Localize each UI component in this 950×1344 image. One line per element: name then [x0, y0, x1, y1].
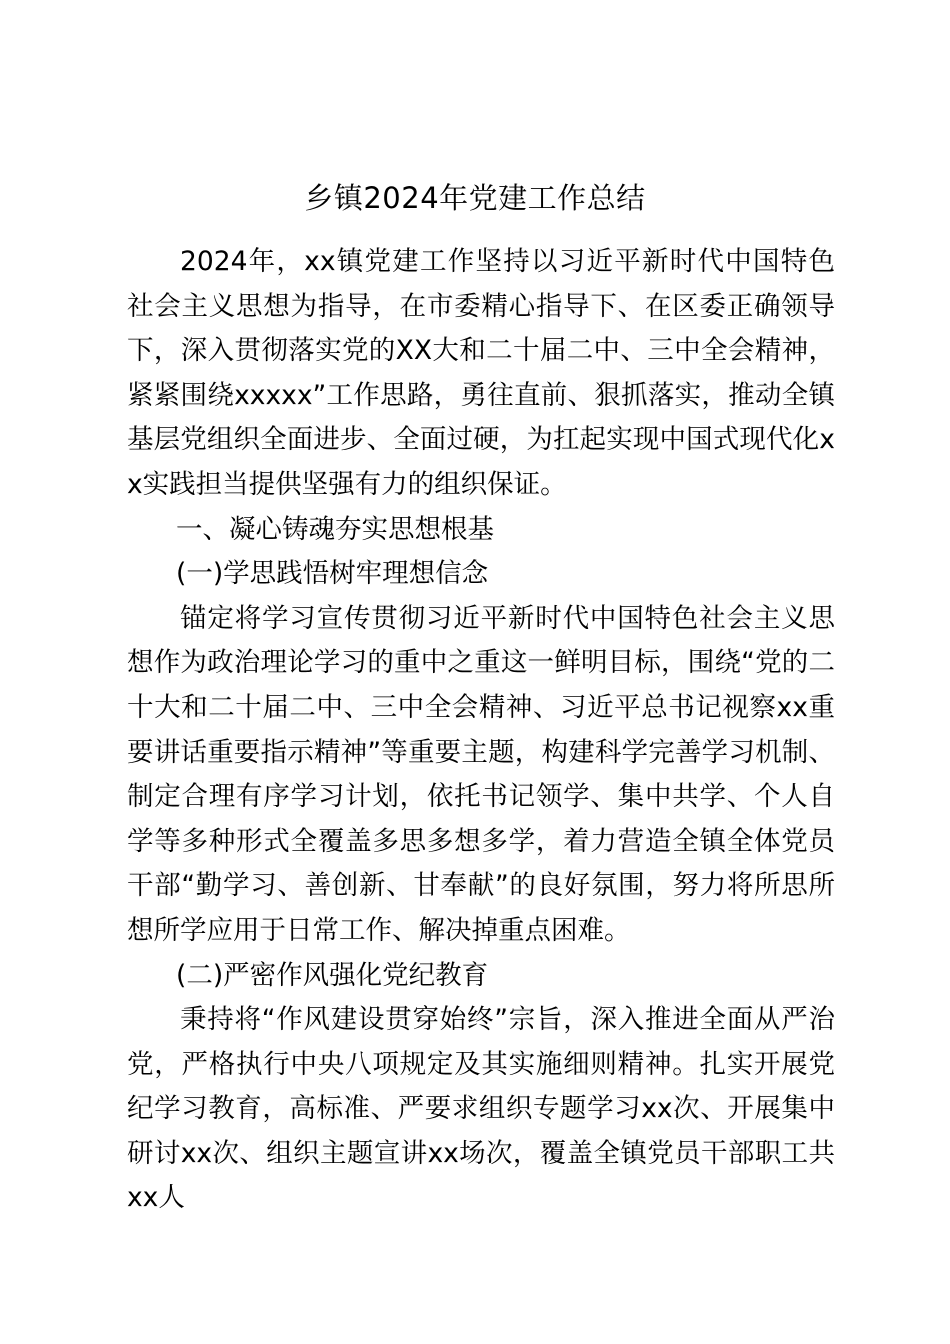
document-body: [127, 240, 835, 1221]
section-heading-1: 一、凝心铸魂夯实思想根基: [176, 513, 494, 545]
document-title: 乡镇2024年党建工作总结: [304, 181, 646, 215]
discipline-paragraph: 秉持将“作风建设贯穿始终”宗旨，深入推进全面从严治党，严格执行中央八项规定及其实施细则精神。扎实开展党纪学习教育，高标准、严要求组织专题学习xx次、开展集中研讨xx次、组织主题宣讲xx场次，覆盖全镇党员干部职工共xx人: [127, 1004, 835, 1214]
subsection-heading-1: (一)学思践悟树牢理想信念: [176, 558, 489, 590]
subsection-heading-2: (二)严密作风强化党纪教育: [176, 959, 489, 991]
study-paragraph: 锚定将学习宣传贯彻习近平新时代中国特色社会主义思想作为政治理论学习的重中之重这一鲜明目标，围绕“党的二十大和二十届二中、三中全会精神、习近平总书记视察xx重要讲话重要指示精神”等重要主题，构建科学完善学习机制、制定合理有序学习计划，依托书记领学、集中共学、个人自学等多种形式全覆盖多思多想多学，着力营造全镇全体党员干部“勤学习、善创新、甘奉献”的良好氛围，努力将所思所想所学应用于日常工作、解决掉重点困难。: [127, 602, 835, 946]
intro-paragraph: 2024年，xx镇党建工作坚持以习近平新时代中国特色社会主义思想为指导，在市委精心指导下、在区委正确领导下，深入贯彻落实党的XX大和二十届二中、三中全会精神，紧紧围绕xxxxx”工作思路，勇往直前、狠抓落实，推动全镇基层党组织全面进步、全面过硬，为扛起实现中国式现代化xx实践担当提供坚强有力的组织保证。: [127, 246, 835, 500]
